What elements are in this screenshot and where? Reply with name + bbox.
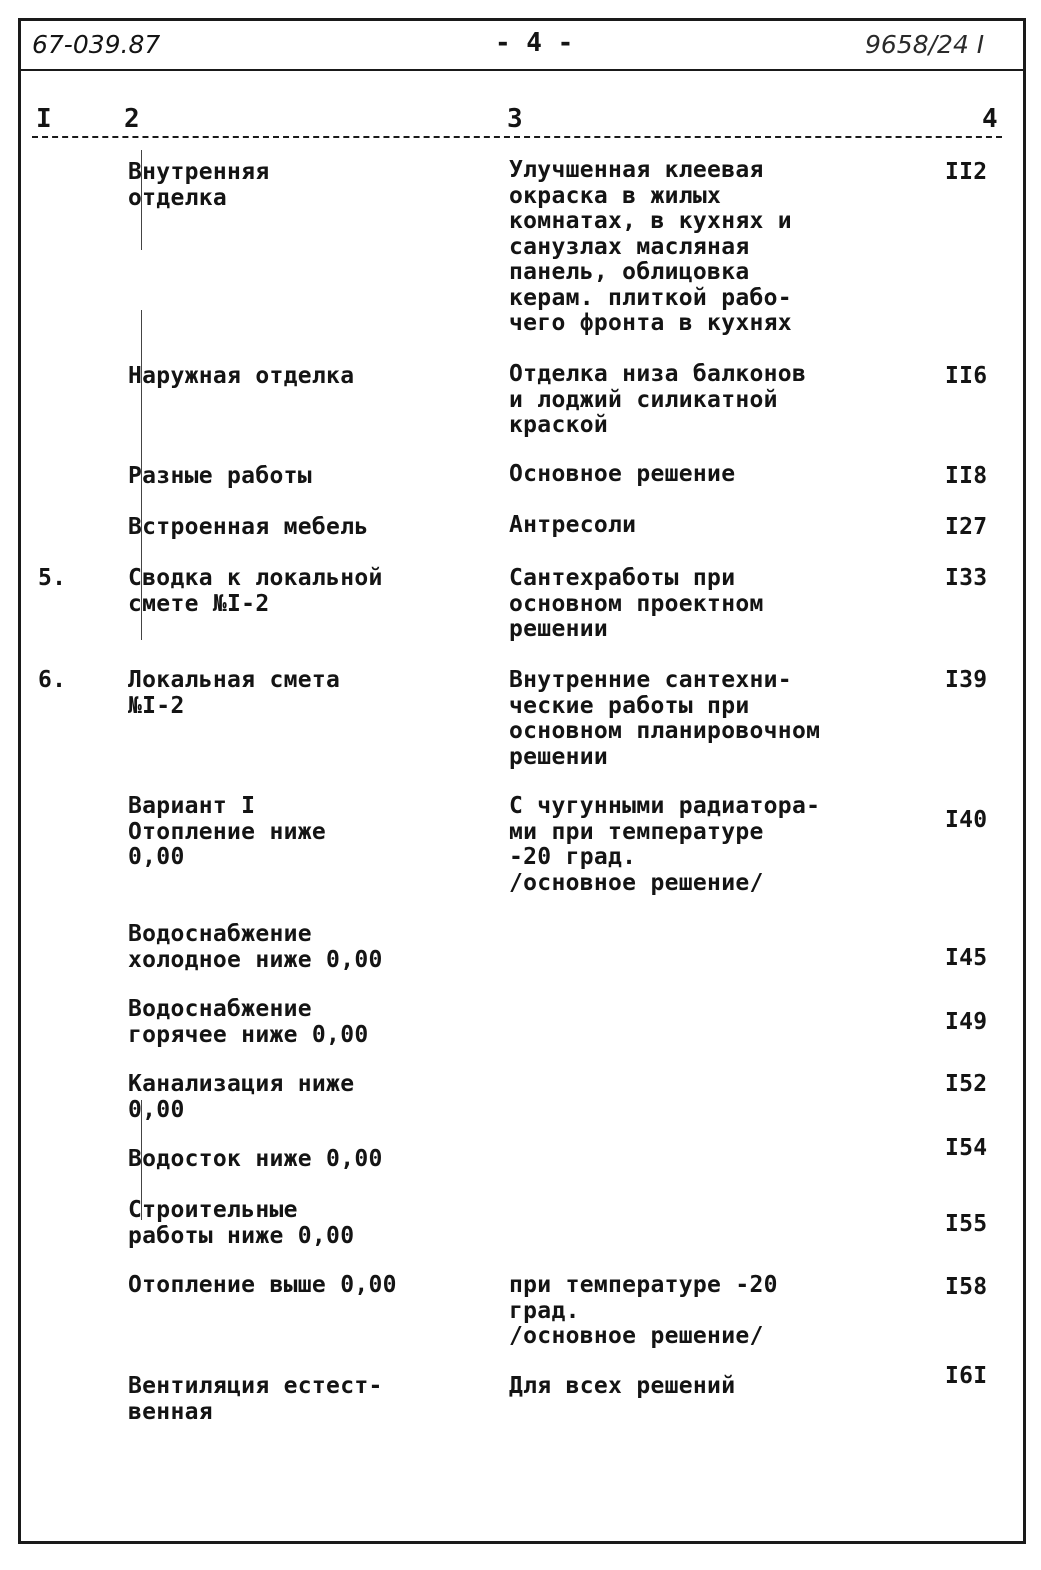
row-section-name: Вентиляция естест- венная — [128, 1373, 383, 1425]
row-page-number: I39 — [945, 667, 988, 693]
header-divider — [18, 69, 1026, 71]
row-section-name: Разные работы — [128, 463, 312, 489]
row-description: Сантехработы при основном проектном решении — [509, 565, 764, 642]
row-section-name: Отопление выше 0,00 — [128, 1272, 397, 1298]
column-number-3: 3 — [507, 104, 523, 134]
row-description: при температуре -20 град. /основное решение/ — [509, 1272, 778, 1349]
document-code: 67-039.87 — [32, 30, 161, 59]
row-section-name: Встроенная мебель — [128, 514, 369, 540]
row-section-name: Водосток ниже 0,00 — [128, 1146, 383, 1172]
row-section-name: Вариант I Отопление ниже 0,00 — [128, 793, 327, 870]
row-description: Для всех решений — [509, 1373, 736, 1399]
row-section-name: Сводка к локальной смете №I-2 — [128, 565, 383, 617]
row-section-name: Наружная отделка — [128, 363, 355, 389]
row-section-name: Локальная смета №I-2 — [128, 667, 341, 719]
row-page-number: I27 — [945, 514, 988, 540]
row-description: Внутренние сантехни- ческие работы при основном планировочном решении — [509, 667, 821, 770]
row-description: Отделка низа балконов и лоджий силикатной краской — [509, 361, 807, 438]
row-section-name: Водоснабжение холодное ниже 0,00 — [128, 921, 383, 973]
row-page-number: I45 — [945, 945, 988, 971]
column-header-dashes — [32, 136, 1002, 138]
row-number: 6. — [38, 667, 67, 693]
row-number: 5. — [38, 565, 67, 591]
row-page-number: I52 — [945, 1071, 988, 1097]
row-page-number: I58 — [945, 1274, 988, 1300]
row-page-number: II2 — [945, 159, 988, 185]
row-description: Основное решение — [509, 461, 736, 487]
row-description: Антресоли — [509, 512, 637, 538]
row-section-name: Строительные работы ниже 0,00 — [128, 1197, 355, 1249]
column-number-2: 2 — [124, 104, 140, 134]
row-description: Улучшенная клеевая окраска в жилых комнатах, в кухнях и санузлах масляная панель, облицовка керам. плиткой рабо- чего фронта в кухнях — [509, 157, 792, 336]
row-page-number: I54 — [945, 1135, 988, 1161]
row-description: С чугунными радиатора- ми при температуре -20 град. /основное решение/ — [509, 793, 821, 896]
row-page-number: I6I — [945, 1363, 988, 1389]
column-number-4: 4 — [982, 104, 998, 134]
row-page-number: I55 — [945, 1211, 988, 1237]
row-page-number: II8 — [945, 463, 988, 489]
archive-number: 9658/24 I — [865, 30, 985, 59]
row-section-name: Водоснабжение горячее ниже 0,00 — [128, 996, 369, 1048]
row-section-name: Внутренняя отделка — [128, 159, 270, 211]
column-number-1: I — [36, 104, 52, 134]
row-page-number: I40 — [945, 807, 988, 833]
row-page-number: I49 — [945, 1009, 988, 1035]
row-page-number: II6 — [945, 363, 988, 389]
row-page-number: I33 — [945, 565, 988, 591]
page-number: - 4 - — [495, 28, 574, 58]
row-section-name: Канализация ниже 0,00 — [128, 1071, 355, 1123]
